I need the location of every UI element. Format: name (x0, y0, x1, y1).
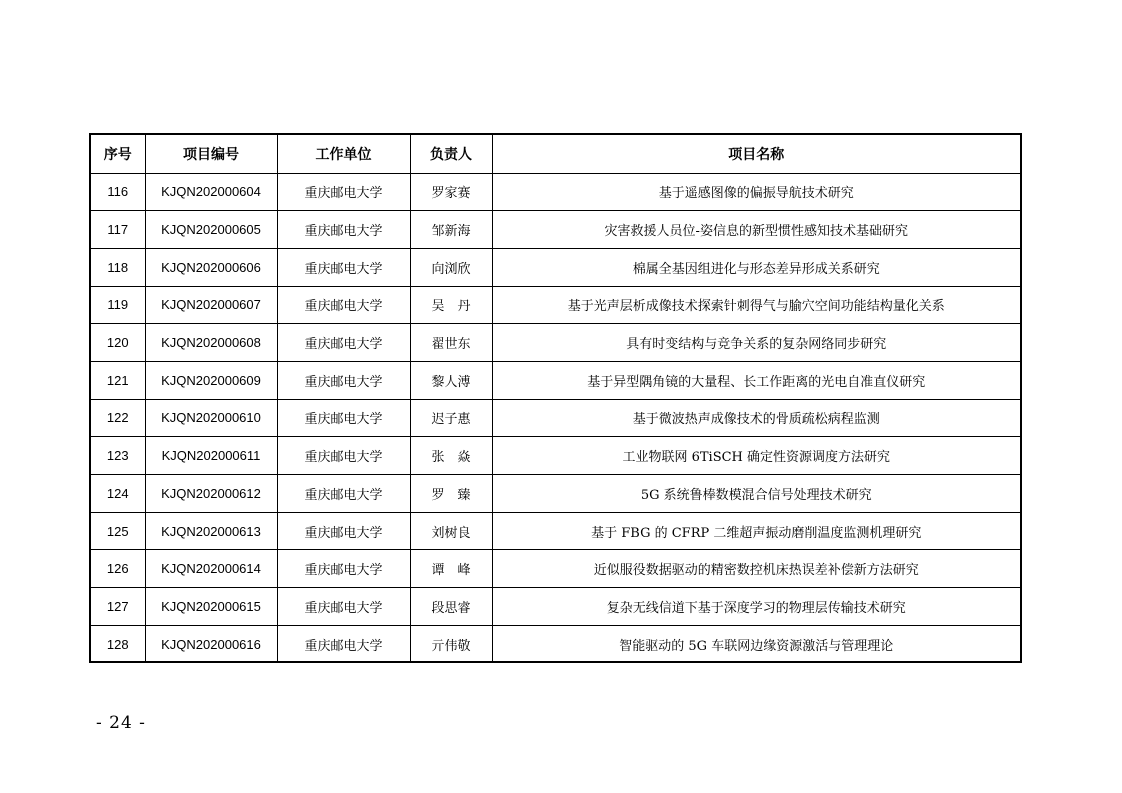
cell-title: 基于光声层析成像技术探索针刺得气与腧穴空间功能结构量化关系 (492, 286, 1020, 324)
cell-code: KJQN202000616 (145, 625, 277, 663)
cell-unit: 重庆邮电大学 (277, 361, 410, 399)
cell-unit: 重庆邮电大学 (277, 550, 410, 588)
cell-seq: 128 (91, 625, 145, 663)
cell-unit: 重庆邮电大学 (277, 475, 410, 513)
cell-unit: 重庆邮电大学 (277, 324, 410, 362)
cell-person: 邹新海 (410, 211, 492, 249)
table-row (91, 173, 1020, 211)
header-title: 项目名称 (492, 135, 1020, 173)
cell-seq: 122 (91, 399, 145, 437)
table-row (91, 437, 1020, 475)
cell-title: 棉属全基因组进化与形态差异形成关系研究 (492, 248, 1020, 286)
table-row (91, 625, 1020, 663)
cell-person: 黎人溥 (410, 361, 492, 399)
cell-seq: 119 (91, 286, 145, 324)
header-unit: 工作单位 (277, 135, 410, 173)
cell-unit: 重庆邮电大学 (277, 286, 410, 324)
cell-code: KJQN202000615 (145, 588, 277, 626)
cell-title: 工业物联网 6TiSCH 确定性资源调度方法研究 (492, 437, 1020, 475)
cell-title: 5G 系统鲁棒数模混合信号处理技术研究 (492, 475, 1020, 513)
page-number: - 24 - (96, 713, 146, 733)
cell-person: 罗 臻 (410, 475, 492, 513)
cell-person: 谭 峰 (410, 550, 492, 588)
cell-code: KJQN202000606 (145, 248, 277, 286)
cell-person: 翟世东 (410, 324, 492, 362)
cell-seq: 121 (91, 361, 145, 399)
cell-person: 迟子惠 (410, 399, 492, 437)
cell-code: KJQN202000604 (145, 173, 277, 211)
cell-unit: 重庆邮电大学 (277, 399, 410, 437)
cell-seq: 126 (91, 550, 145, 588)
cell-title: 基于微波热声成像技术的骨质疏松病程监测 (492, 399, 1020, 437)
table-row (91, 286, 1020, 324)
project-table (91, 135, 1020, 663)
cell-code: KJQN202000613 (145, 512, 277, 550)
cell-title: 灾害救援人员位-姿信息的新型惯性感知技术基础研究 (492, 211, 1020, 249)
cell-seq: 118 (91, 248, 145, 286)
cell-title: 智能驱动的 5G 车联网边缘资源激活与管理理论 (492, 625, 1020, 663)
cell-seq: 123 (91, 437, 145, 475)
cell-title: 基于异型隅角镜的大量程、长工作距离的光电自准直仪研究 (492, 361, 1020, 399)
table-header-row (91, 135, 1020, 173)
cell-title: 具有时变结构与竞争关系的复杂网络同步研究 (492, 324, 1020, 362)
table-row (91, 512, 1020, 550)
cell-seq: 124 (91, 475, 145, 513)
cell-person: 段思睿 (410, 588, 492, 626)
project-table-container (89, 133, 1022, 663)
cell-seq: 125 (91, 512, 145, 550)
cell-title: 近似服役数据驱动的精密数控机床热误差补偿新方法研究 (492, 550, 1020, 588)
cell-code: KJQN202000611 (145, 437, 277, 475)
cell-seq: 117 (91, 211, 145, 249)
table-row (91, 475, 1020, 513)
table-row (91, 211, 1020, 249)
header-person: 负责人 (410, 135, 492, 173)
cell-unit: 重庆邮电大学 (277, 588, 410, 626)
table-row (91, 399, 1020, 437)
cell-title: 复杂无线信道下基于深度学习的物理层传输技术研究 (492, 588, 1020, 626)
table-row (91, 324, 1020, 362)
cell-code: KJQN202000610 (145, 399, 277, 437)
cell-person: 罗家赛 (410, 173, 492, 211)
table-row (91, 361, 1020, 399)
cell-title: 基于遥感图像的偏振导航技术研究 (492, 173, 1020, 211)
cell-unit: 重庆邮电大学 (277, 211, 410, 249)
cell-code: KJQN202000607 (145, 286, 277, 324)
cell-person: 向浏欣 (410, 248, 492, 286)
cell-code: KJQN202000612 (145, 475, 277, 513)
cell-person: 张 焱 (410, 437, 492, 475)
cell-code: KJQN202000609 (145, 361, 277, 399)
cell-unit: 重庆邮电大学 (277, 437, 410, 475)
cell-seq: 116 (91, 173, 145, 211)
cell-person: 刘树良 (410, 512, 492, 550)
cell-code: KJQN202000605 (145, 211, 277, 249)
cell-seq: 120 (91, 324, 145, 362)
table-row (91, 588, 1020, 626)
cell-unit: 重庆邮电大学 (277, 248, 410, 286)
cell-person: 吴 丹 (410, 286, 492, 324)
cell-unit: 重庆邮电大学 (277, 625, 410, 663)
cell-seq: 127 (91, 588, 145, 626)
cell-code: KJQN202000608 (145, 324, 277, 362)
cell-person: 亓伟敬 (410, 625, 492, 663)
cell-unit: 重庆邮电大学 (277, 173, 410, 211)
cell-code: KJQN202000614 (145, 550, 277, 588)
table-row (91, 550, 1020, 588)
cell-title: 基于 FBG 的 CFRP 二维超声振动磨削温度监测机理研究 (492, 512, 1020, 550)
header-seq: 序号 (91, 135, 145, 173)
cell-unit: 重庆邮电大学 (277, 512, 410, 550)
table-row (91, 248, 1020, 286)
header-code: 项目编号 (145, 135, 277, 173)
